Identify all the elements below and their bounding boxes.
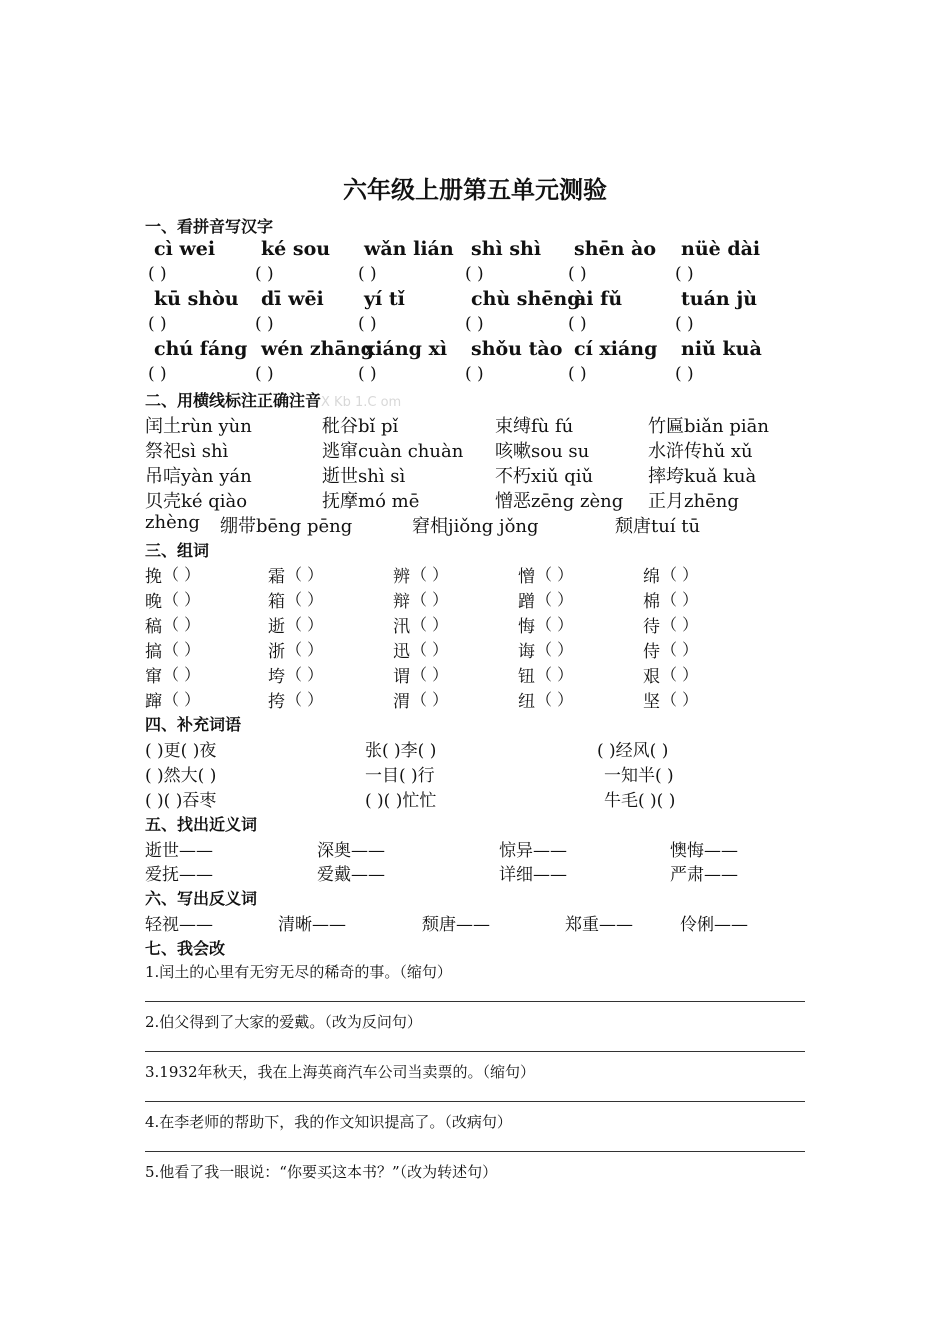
answer-blank[interactable]: ( ) [255,364,274,384]
watermark: X Kb 1.C om [321,395,402,410]
character-prompt: 逝 [268,617,285,637]
idiom-blank: 张( )李( ) [365,741,437,761]
idiom-blank: ( )更( )夜 [145,741,217,761]
antonym-item: 伶俐—— [680,915,748,935]
character-prompt: 钮 [518,667,535,687]
answer-blank[interactable]: ( ) [148,314,167,334]
antonym-item: 颓唐—— [422,915,490,935]
answer-blank[interactable]: （ ） [661,665,699,684]
character-prompt: 窜 [145,667,162,687]
character-prompt: 蹭 [518,592,535,612]
antonym-item: 轻视—— [145,915,213,935]
answer-blank[interactable]: （ ） [661,615,699,634]
character-prompt: 浙 [268,642,285,662]
pinyin-prompt: tuán jù [681,288,758,310]
answer-blank[interactable]: ( ) [358,364,377,384]
answer-blank[interactable]: （ ） [536,565,574,584]
answer-blank[interactable]: ( ) [358,314,377,334]
idiom-blank: ( )( )吞枣 [145,791,217,811]
answer-blank[interactable]: （ ） [411,665,449,684]
character-prompt: 谓 [393,667,410,687]
character-prompt: 挽 [145,567,162,587]
pinyin-prompt: niǔ kuà [681,338,762,360]
answer-blank[interactable]: （ ） [536,640,574,659]
character-prompt: 棉 [643,592,660,612]
pronunciation-item: 抚摩mó mē [322,491,420,512]
answer-blank[interactable]: （ ） [163,615,201,634]
character-prompt: 辨 [393,567,410,587]
answer-blank[interactable]: （ ） [411,640,449,659]
pinyin-prompt: yí tǐ [364,288,405,310]
character-prompt: 搞 [145,642,162,662]
character-prompt: 迅 [393,642,410,662]
pinyin-prompt: cí xiáng [574,338,658,360]
pinyin-prompt: shǒu tào [471,338,563,360]
answer-blank[interactable]: （ ） [411,615,449,634]
pronunciation-item: 吊唁yàn yán [145,466,252,487]
answer-blank[interactable]: （ ） [536,690,574,709]
idiom-blank: 牛毛( )( ) [604,791,676,811]
answer-blank[interactable]: （ ） [536,590,574,609]
answer-blank[interactable]: （ ） [286,565,324,584]
synonym-item: 懊悔—— [670,841,738,861]
character-prompt: 纽 [518,692,535,712]
answer-blank[interactable]: （ ） [661,565,699,584]
synonym-item: 惊异—— [499,841,567,861]
idiom-blank: 一知半( ) [604,766,674,786]
question-text: 3.1932年秋天，我在上海英商汽车公司当卖票的。（缩句） [145,1063,535,1081]
answer-blank[interactable]: ( ) [568,314,587,334]
section-4-heading: 四、补充词语 [145,715,242,734]
answer-blank[interactable]: （ ） [163,640,201,659]
idiom-blank: ( )经风( ) [597,741,669,761]
pronunciation-item: 窘相jiǒng jǒng [412,516,539,537]
pinyin-prompt: shēn ào [574,238,657,260]
character-prompt: 渭 [393,692,410,712]
section-3-heading: 三、组词 [145,541,210,560]
answer-blank[interactable]: （ ） [286,615,324,634]
answer-blank[interactable]: （ ） [286,690,324,709]
pronunciation-item: 逃窜cuàn chuàn [322,441,464,462]
pronunciation-item: 束缚fù fú [495,416,574,437]
section-5-heading: 五、找出近义词 [145,815,258,834]
answer-blank[interactable]: （ ） [661,640,699,659]
pronunciation-item: 不朽xiǔ qiǔ [495,466,594,487]
answer-blank[interactable]: （ ） [163,690,201,709]
answer-blank[interactable]: （ ） [286,665,324,684]
question-text: 2.伯父得到了大家的爱戴。（改为反问句） [145,1013,422,1031]
pinyin-prompt: ké sou [261,238,331,260]
answer-blank[interactable]: ( ) [148,364,167,384]
pronunciation-item: 逝世shì sì [322,466,406,487]
character-prompt: 晚 [145,592,162,612]
answer-blank[interactable]: （ ） [661,590,699,609]
answer-blank[interactable]: （ ） [286,590,324,609]
synonym-item: 爱抚—— [145,865,213,885]
synonym-item: 逝世—— [145,841,213,861]
answer-blank[interactable]: ( ) [568,264,587,284]
answer-blank[interactable]: （ ） [411,565,449,584]
answer-blank[interactable]: （ ） [411,590,449,609]
character-prompt: 侍 [643,642,660,662]
answer-blank[interactable]: ( ) [255,314,274,334]
pronunciation-item: 颓唐tuí tū [615,516,701,537]
character-prompt: 蹿 [145,692,162,712]
answer-blank[interactable]: （ ） [661,690,699,709]
answer-blank[interactable]: （ ） [286,640,324,659]
pinyin-prompt: wén zhāng [261,338,374,360]
character-prompt: 辩 [393,592,410,612]
answer-blank[interactable]: （ ） [163,565,201,584]
pinyin-prompt: wǎn lián [364,238,454,260]
pronunciation-item: 祭祀sì shì [145,441,229,462]
character-prompt: 待 [643,617,660,637]
answer-line[interactable] [145,1151,805,1152]
pronunciation-item: 水浒传hǔ xǔ [648,441,753,462]
idiom-blank: ( )( )忙忙 [365,791,437,811]
antonym-item: 清晰—— [278,915,346,935]
character-prompt: 绵 [643,567,660,587]
character-prompt: 憎 [518,567,535,587]
pinyin-prompt: nüè dài [681,238,761,260]
answer-blank[interactable]: （ ） [536,665,574,684]
character-prompt: 汛 [393,617,410,637]
answer-blank[interactable]: （ ） [163,665,201,684]
pinyin-prompt: xiáng xì [364,338,448,360]
pronunciation-item: 绷带bēng pēng [220,516,353,537]
idiom-blank: 一目( )行 [365,766,435,786]
answer-blank[interactable]: ( ) [465,264,484,284]
answer-blank[interactable]: ( ) [675,364,694,384]
synonym-item: 详细—— [499,865,567,885]
answer-blank[interactable]: （ ） [163,590,201,609]
pronunciation-item: zhèng [145,512,200,533]
answer-blank[interactable]: ( ) [465,314,484,334]
section-1-heading: 一、看拼音写汉字 [145,217,274,236]
answer-blank[interactable]: ( ) [568,364,587,384]
character-prompt: 霜 [268,567,285,587]
character-prompt: 坚 [643,692,660,712]
character-prompt: 挎 [268,692,285,712]
answer-line[interactable] [145,1101,805,1102]
answer-blank[interactable]: ( ) [358,264,377,284]
section-7-heading: 七、我会改 [145,939,226,958]
pronunciation-item: 秕谷bǐ pǐ [322,416,399,437]
answer-blank[interactable]: ( ) [675,314,694,334]
character-prompt: 诲 [518,642,535,662]
synonym-item: 深奥—— [317,841,385,861]
pronunciation-item: 贝壳ké qiào [145,491,248,512]
question-text: 5.他看了我一眼说：“你要买这本书？”（改为转述句） [145,1163,498,1181]
pronunciation-item: 闰土rùn yùn [145,416,252,437]
question-text: 4.在李老师的帮助下，我的作文知识提高了。（改病句） [145,1113,512,1131]
section-6-heading: 六、写出反义词 [145,889,258,908]
section-2-heading [145,388,401,411]
character-prompt: 箱 [268,592,285,612]
character-prompt: 稿 [145,617,162,637]
pronunciation-item: 憎恶zēng zèng [495,491,624,512]
character-prompt: 艰 [643,667,660,687]
pinyin-prompt: chù shēng [471,288,581,310]
pinyin-prompt: dī wēi [261,288,324,310]
answer-line[interactable] [145,1051,805,1052]
idiom-blank: ( )然大( ) [145,766,217,786]
pronunciation-item: 竹匾biǎn piān [648,416,769,437]
answer-line[interactable] [145,1001,805,1002]
pronunciation-item: 正月zhēng [648,491,739,512]
answer-blank[interactable]: ( ) [675,264,694,284]
character-prompt: 垮 [268,667,285,687]
synonym-item: 爱戴—— [317,865,385,885]
pronunciation-item: 咳嗽sou su [495,441,590,462]
synonym-item: 严肃—— [670,865,738,885]
answer-blank[interactable]: ( ) [255,264,274,284]
answer-blank[interactable]: （ ） [411,690,449,709]
pinyin-prompt: shì shì [471,238,542,260]
character-prompt: 悔 [518,617,535,637]
pronunciation-item: 摔垮kuǎ kuà [648,466,757,487]
pinyin-prompt: chú fáng [154,338,248,360]
pinyin-prompt: kū shòu [154,288,239,310]
answer-blank[interactable]: （ ） [536,615,574,634]
answer-blank[interactable]: ( ) [465,364,484,384]
pinyin-prompt: cì wei [154,238,216,260]
question-text: 1.闰土的心里有无穷无尽的稀奇的事。（缩句） [145,963,452,981]
section-2-heading-text: 二、用横线标注正确注音 [145,391,322,410]
antonym-item: 郑重—— [565,915,633,935]
page-title: 六年级上册第五单元测验 [343,176,607,204]
pinyin-prompt: ài fǔ [574,288,623,310]
answer-blank[interactable]: ( ) [148,264,167,284]
